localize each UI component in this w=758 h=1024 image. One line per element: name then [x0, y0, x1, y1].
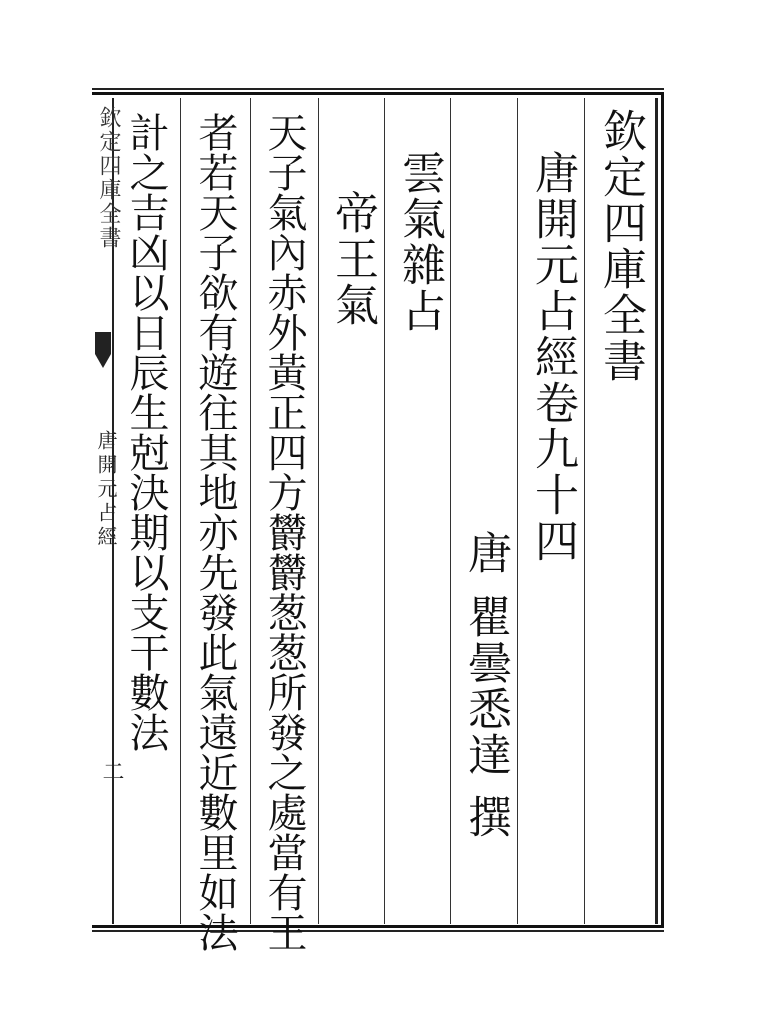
frame-bottom-rule [92, 930, 664, 932]
book-title: 唐開元占經卷九十四 [527, 150, 578, 564]
column-rule [318, 98, 319, 924]
author-name: 瞿曇悉達 [460, 594, 511, 778]
body-line-3: 計之吉凶以日辰生尅決期以支干數法 [123, 112, 169, 752]
column-rule [517, 98, 518, 924]
column-rule [584, 98, 585, 924]
subsection-title: 帝王氣 [327, 190, 378, 328]
column-rule [250, 98, 251, 924]
page-number: 二 [99, 760, 124, 782]
page-frame [92, 92, 664, 928]
body-line-1: 天子氣內赤外黃正四方欝欝葱葱所發之處當有王 [261, 112, 307, 952]
series-title: 欽定四庫全書 [595, 108, 646, 384]
margin-book-title: 唐開元占經 [94, 430, 118, 550]
column-rule [384, 98, 385, 924]
fishtail-ornament-icon [94, 330, 112, 370]
column-rule [450, 98, 451, 924]
author-dynasty: 唐 [460, 530, 511, 576]
margin-series-fragment: 欽定四庫全書 [96, 106, 121, 250]
column-rule [180, 98, 181, 924]
author-role: 撰 [460, 794, 511, 840]
body-line-2: 者若天子欲有遊往其地亦先發此氣遠近數里如法 [192, 112, 238, 952]
frame-right-inner-rule [655, 98, 658, 924]
frame-top-rule [92, 88, 664, 90]
section-title: 雲氣雜占 [394, 150, 445, 334]
